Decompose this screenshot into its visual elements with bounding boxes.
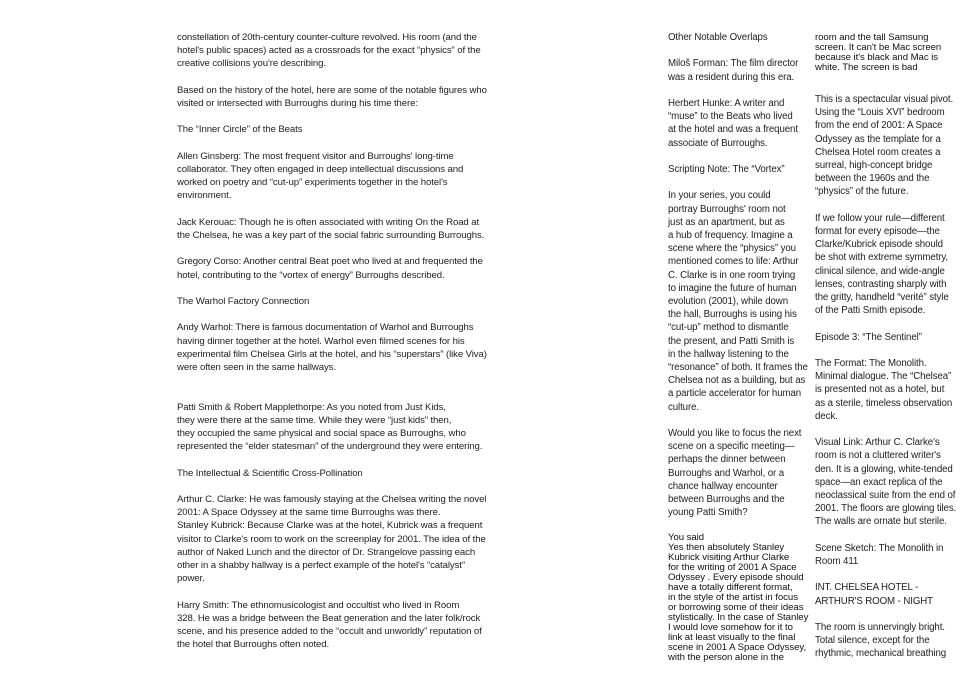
paragraph bbox=[177, 401, 489, 454]
text-line: a particle accelerator for human bbox=[668, 388, 802, 400]
text-line: Odyssey as the template for a bbox=[815, 133, 941, 145]
text-line: format for every episode—the bbox=[815, 226, 940, 238]
text-line: of the Patti Smith episode. bbox=[815, 305, 926, 317]
text-line: 2001: A Space Odyssey at the same time Burroughs was there. bbox=[177, 507, 441, 519]
text-line: visited or intersected with Burroughs during his time there: bbox=[177, 98, 418, 109]
text-line: space—an exact replica of the bbox=[815, 476, 943, 488]
middle-column bbox=[668, 31, 809, 663]
left-column bbox=[177, 31, 489, 665]
text-line: 328. He was a bridge between the Beat generation and the later folk/rock bbox=[177, 612, 481, 624]
text-line: hotel's public spaces) acted as a crossroads for the exact “physics” of the bbox=[177, 45, 481, 57]
text-line: Gregory Corso: Another central Beat poet who lived at and frequented the bbox=[177, 256, 483, 268]
paragraph bbox=[177, 493, 489, 585]
paragraph bbox=[177, 599, 489, 652]
text-line: young Patti Smith? bbox=[668, 507, 748, 519]
paragraph bbox=[177, 255, 489, 281]
text-line: Using the “Louis XVI” bedroom bbox=[815, 107, 945, 119]
prompt-line: Yes then absolutely Stanley bbox=[668, 541, 785, 553]
text-line: The “Inner Circle” of the Beats bbox=[177, 124, 303, 136]
text-line: represented the “elder statesman” of the underground they were entering. bbox=[177, 441, 483, 453]
paragraph bbox=[668, 31, 802, 44]
prompt-line: in the style of the artist in focus bbox=[668, 591, 798, 603]
text-line: Visual Link: Arthur C. Clarke's bbox=[815, 437, 940, 449]
prompt-line: Odyssey . Every episode should bbox=[668, 571, 804, 583]
text-line: “resonance” of both. It frames the bbox=[668, 362, 808, 374]
text-line: having dinner together at the hotel. Warhol even filmed scenes for his bbox=[177, 335, 465, 347]
text-line: between Burroughs and the bbox=[668, 494, 785, 506]
text-line: The room is unnervingly bright. bbox=[815, 622, 945, 634]
text-line: deck. bbox=[815, 410, 838, 422]
text-line: ARTHUR'S ROOM - NIGHT bbox=[815, 595, 933, 607]
text-line: “cut-up” method to dismantle bbox=[668, 322, 789, 334]
paragraph bbox=[177, 123, 489, 136]
text-line: creative collisions you're describing. bbox=[177, 58, 326, 70]
text-line: Scene Sketch: The Monolith in bbox=[815, 542, 944, 554]
text-line: at the hotel and was a frequent bbox=[668, 124, 798, 136]
text-line: mentioned comes to life: Arthur bbox=[668, 256, 799, 268]
prompt-line: or borrowing some of their ideas bbox=[668, 601, 804, 613]
text-line: “physics” of the future. bbox=[815, 186, 909, 198]
text-line: just as an apartment, but as bbox=[668, 216, 785, 228]
text-line: surreal, high-concept bridge bbox=[815, 160, 933, 172]
text-line: neoclassical suite from the end of bbox=[815, 490, 956, 502]
text-line: C. Clarke is in one room trying bbox=[668, 269, 796, 281]
text-line: the hotel that Burroughs often noted. bbox=[177, 639, 330, 651]
paragraph bbox=[668, 163, 802, 176]
text-line: author of Naked Lunch and the director of Dr. Strangelove passing each bbox=[177, 546, 476, 558]
text-line: The Warhol Factory Connection bbox=[177, 295, 310, 307]
paragraph bbox=[177, 295, 489, 308]
prompt-line: have a totally different format, bbox=[668, 581, 793, 593]
paragraph bbox=[815, 436, 960, 528]
text-line: in the hallway listening to the bbox=[668, 348, 789, 360]
text-line: Burroughs and Warhol, or a bbox=[668, 467, 785, 479]
text-line: visitor to Clarke's room to work on the screenplay for 2001. The idea of the bbox=[177, 533, 486, 545]
paragraph bbox=[177, 321, 489, 374]
paragraph bbox=[177, 84, 489, 110]
text-line: Clarke/Kubrick episode should bbox=[815, 239, 943, 251]
text-line: portray Burroughs' room not bbox=[668, 203, 786, 215]
prompt-line: You said bbox=[668, 531, 705, 543]
text-line: Chelsea not as a building, but as bbox=[668, 375, 806, 387]
text-line: a hub of frequency. Imagine a bbox=[668, 229, 793, 241]
text-line: room is not a cluttered writer's bbox=[815, 450, 941, 462]
text-line: Herbert Hunke: A writer and bbox=[668, 97, 785, 109]
text-line: lenses, contrasting sharply with bbox=[815, 278, 947, 290]
prompt-line: link at least visually to the final bbox=[668, 631, 796, 643]
paragraph bbox=[815, 621, 960, 661]
paragraph bbox=[815, 212, 960, 318]
paragraph bbox=[815, 357, 960, 423]
text-line: chance hallway encounter bbox=[668, 480, 778, 492]
text-line: associate of Burroughs. bbox=[668, 137, 768, 149]
text-line: as a sterile, timeless observation bbox=[815, 397, 953, 409]
text-line: “muse” to the Beats who lived bbox=[668, 111, 793, 123]
paragraph bbox=[668, 189, 808, 413]
text-line: the present, and Patti Smith is bbox=[668, 335, 795, 347]
text-line: is presented not as a hotel, but bbox=[815, 384, 945, 396]
text-line: scene where the “physics” you bbox=[668, 243, 796, 255]
text-line: INT. CHELSEA HOTEL - bbox=[815, 582, 919, 594]
paragraph bbox=[177, 216, 489, 242]
prompt-line: Kubrick visiting Arthur Clarke bbox=[668, 551, 790, 563]
text-line: 2001. The floors are glowing tiles. bbox=[815, 503, 957, 515]
text-line: was a resident during this era. bbox=[668, 71, 795, 83]
text-line: Miloš Forman: The film director bbox=[668, 58, 799, 70]
prompt-line: because it's black and Mac is bbox=[815, 52, 939, 63]
text-line: other in a shabby hallway is a perfect example of the hotel's “catalyst” bbox=[177, 559, 465, 571]
text-line: culture. bbox=[668, 401, 699, 413]
text-line: hotel, contributing to the “vortex of energy” Burroughs described. bbox=[177, 269, 445, 281]
text-line: clinical silence, and wide-angle bbox=[815, 265, 945, 277]
text-line: Room 411 bbox=[815, 556, 859, 568]
text-line: from the end of 2001: A Space bbox=[815, 120, 943, 132]
text-line: Chelsea Hotel room creates a bbox=[815, 146, 941, 158]
text-line: Based on the history of the hotel, here are some of the notable figures who bbox=[177, 84, 487, 96]
text-line: Total silence, except for the bbox=[815, 635, 930, 647]
text-line: the hall, Burroughs is using his bbox=[668, 309, 797, 321]
text-line: Jack Kerouac: Though he is often associated with writing On the Road at bbox=[177, 216, 480, 228]
text-line: Would you like to focus the next bbox=[668, 428, 802, 440]
prompt-line: room and the tall Samsung bbox=[815, 32, 929, 43]
text-line: The Format: The Monolith. bbox=[815, 358, 927, 370]
user-prompt-continued bbox=[815, 33, 960, 73]
text-line: Episode 3: “The Sentinel” bbox=[815, 331, 922, 343]
right-column bbox=[815, 33, 960, 674]
text-line: The walls are ornate but sterile. bbox=[815, 516, 947, 528]
prompt-line: with the person alone in the bbox=[668, 651, 784, 663]
text-line: Andy Warhol: There is famous documentation of Warhol and Burroughs bbox=[177, 322, 474, 334]
user-prompt bbox=[668, 531, 809, 663]
paragraph bbox=[177, 150, 489, 203]
text-line: to imagine the future of human bbox=[668, 282, 797, 294]
text-line: Harry Smith: The ethnomusicologist and occultist who lived in Room bbox=[177, 599, 460, 611]
text-line: constellation of 20th-century counter-culture revolved. His room (and the bbox=[177, 32, 477, 43]
text-line: Stanley Kubrick: Because Clarke was at the hotel, Kubrick was a frequent bbox=[177, 520, 483, 532]
text-line: collaborator. They often engaged in deep intellectual discussions and bbox=[177, 163, 464, 175]
prompt-line: for the writing of 2001 A Space bbox=[668, 561, 797, 573]
text-line: Arthur C. Clarke: He was famously staying at the Chelsea writing the novel bbox=[177, 493, 487, 505]
text-line: the Chelsea, he was a key part of the social fabric surrounding Burroughs. bbox=[177, 229, 485, 241]
text-line: power. bbox=[177, 573, 205, 585]
text-line: In your series, you could bbox=[668, 190, 771, 202]
paragraph bbox=[668, 57, 802, 83]
text-line: evolution (2001), while down bbox=[668, 296, 788, 307]
text-line: worked on poetry and “cut-up” experiments together in the hotel's bbox=[177, 177, 448, 189]
text-line: experimental film Chelsea Girls at the hotel, and his “superstars” (like Viva) bbox=[177, 348, 487, 360]
text-line: rhythmic, mechanical breathing bbox=[815, 648, 947, 660]
text-line: The Intellectual & Scientific Cross-Pollination bbox=[177, 467, 363, 479]
text-line: Patti Smith & Robert Mapplethorpe: As you noted from Just Kids, bbox=[177, 401, 446, 413]
text-line: they were there at the same time. While they were “just kids” then, bbox=[177, 414, 452, 426]
paragraph bbox=[815, 93, 960, 199]
text-line: Allen Ginsberg: The most frequent visitor and Burroughs' long-time bbox=[177, 150, 454, 162]
paragraph bbox=[177, 467, 489, 480]
text-line: This is a spectacular visual pivot. bbox=[815, 94, 954, 105]
prompt-line: stylistically. In the case of Stanley bbox=[668, 611, 809, 623]
text-line: Scripting Note: The “Vortex” bbox=[668, 163, 785, 175]
text-line: Minimal dialogue. The “Chelsea” bbox=[815, 371, 952, 383]
paragraph bbox=[815, 581, 960, 607]
prompt-line: I would love somehow for it to bbox=[668, 621, 793, 633]
paragraph bbox=[815, 331, 960, 344]
text-line: scene, and his presence added to the “occult and unworldly” reputation of bbox=[177, 625, 482, 637]
prompt-line: scene in 2001 A Space Odyssey, bbox=[668, 641, 807, 653]
text-line: were often seen in the same hallways. bbox=[177, 361, 336, 373]
paragraph bbox=[668, 97, 802, 150]
paragraph bbox=[177, 31, 489, 71]
text-line: den. It is a glowing, white-tended bbox=[815, 463, 953, 475]
text-line: between the 1960s and the bbox=[815, 173, 930, 185]
text-line: they occupied the same physical and social space as Burroughs, who bbox=[177, 427, 466, 439]
text-line: If we follow your rule—different bbox=[815, 212, 945, 224]
text-line: the gritty, handheld “verité” style bbox=[815, 292, 949, 304]
text-line: be shot with extreme symmetry, bbox=[815, 252, 949, 264]
text-line: Other Notable Overlaps bbox=[668, 32, 768, 43]
text-line: perhaps the dinner between bbox=[668, 454, 786, 466]
paragraph bbox=[668, 427, 802, 519]
text-line: scene on a specific meeting— bbox=[668, 441, 795, 453]
paragraph bbox=[815, 542, 960, 568]
prompt-line: screen. It can't be Mac screen bbox=[815, 42, 942, 53]
text-line: environment. bbox=[177, 190, 232, 202]
prompt-line: white. The screen is bad bbox=[815, 62, 918, 73]
